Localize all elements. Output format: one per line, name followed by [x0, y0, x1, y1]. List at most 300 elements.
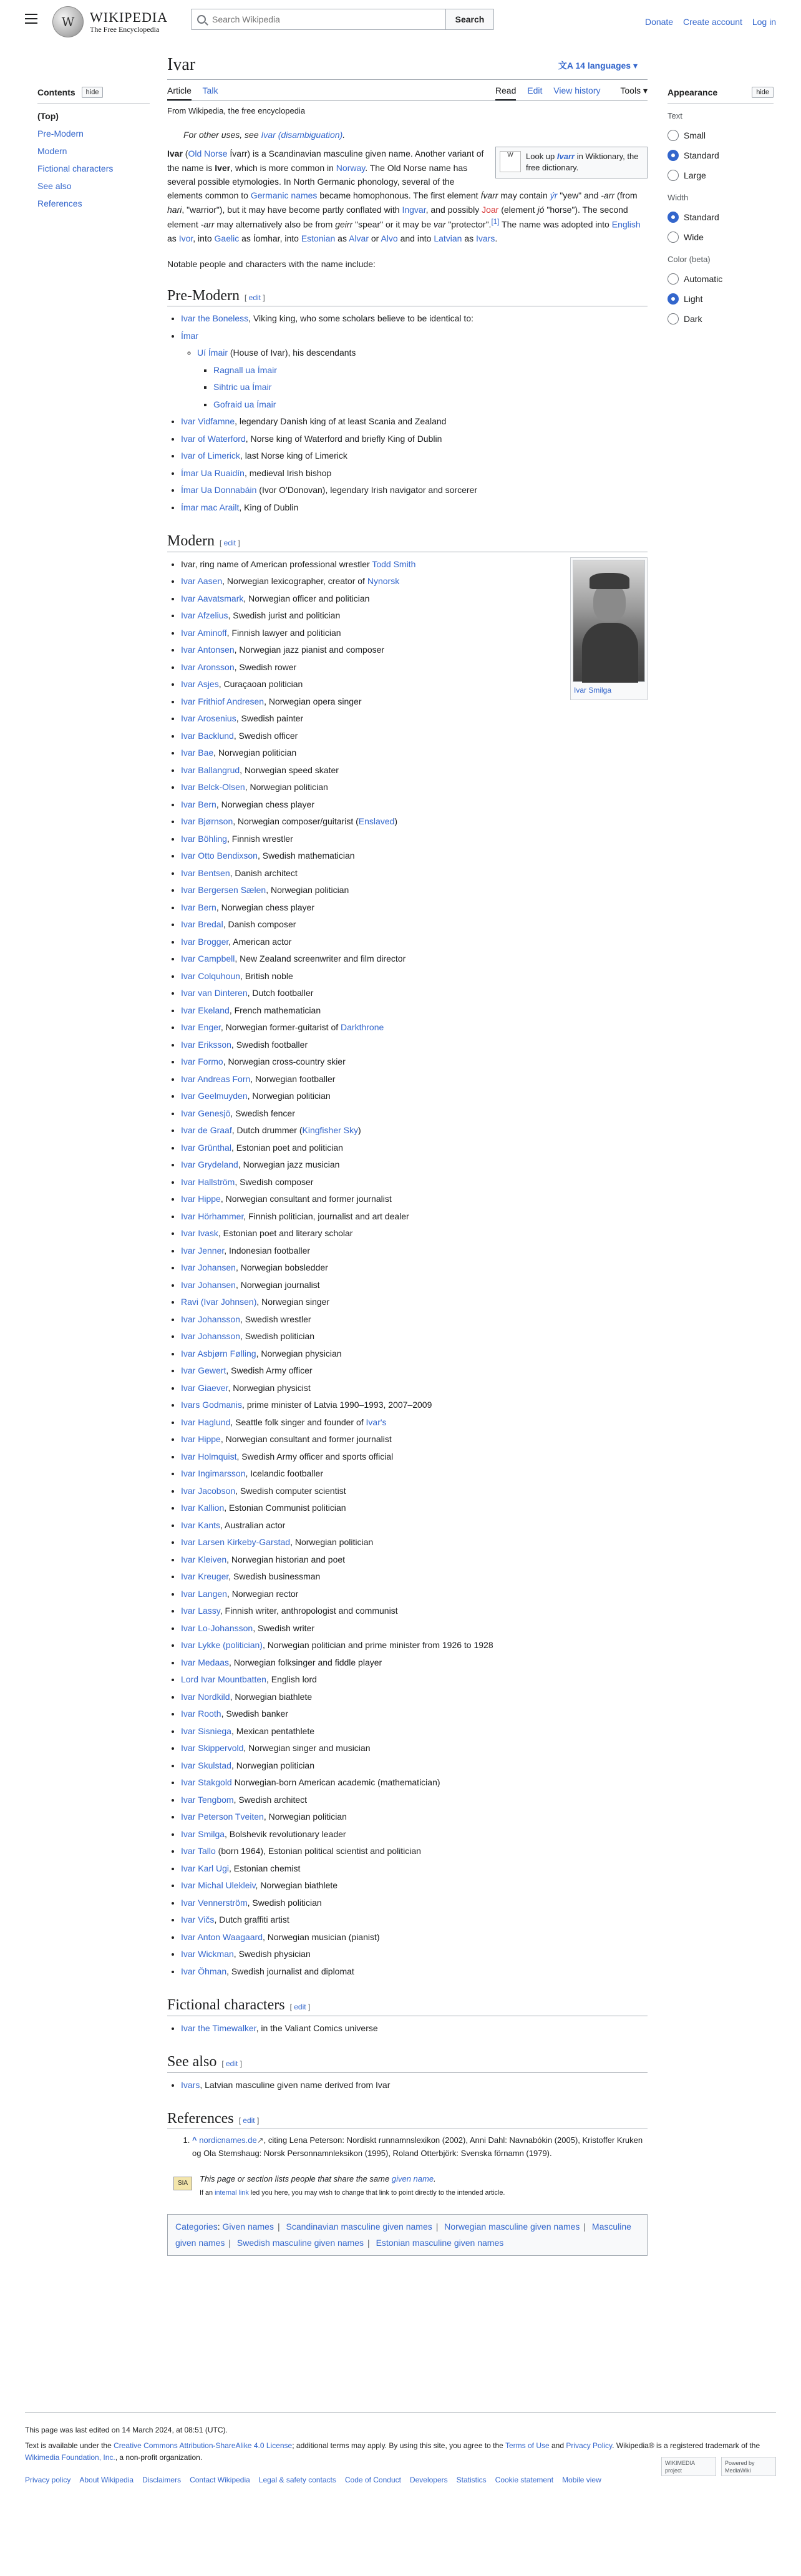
edit-section-link[interactable]: edit: [248, 293, 261, 302]
person-link[interactable]: Ivar Skippervold: [181, 1743, 244, 1754]
person-link[interactable]: Ivar Brogger: [181, 936, 229, 947]
person-link[interactable]: Ivar Ballangrud: [181, 764, 240, 775]
radio-selected-icon: [668, 212, 679, 223]
hatnote: [167, 128, 648, 142]
footer-link[interactable]: Statistics: [456, 2475, 487, 2484]
person-link[interactable]: Ivar Arosenius: [181, 713, 236, 724]
person-link[interactable]: Ivar Öhman: [181, 1966, 227, 1976]
width-standard[interactable]: Standard: [668, 207, 774, 227]
list-item: • Ivar van Dinteren, Dutch footballer: [181, 985, 648, 1002]
person-link[interactable]: Todd Smith: [372, 559, 416, 569]
person-link[interactable]: Ivar Wickman: [181, 1949, 234, 1959]
list-item: • Ivar Antonsen, Norwegian jazz pianist and composer: [181, 642, 648, 659]
portrait-image[interactable]: [573, 560, 645, 682]
footer-link[interactable]: Privacy policy: [25, 2475, 71, 2484]
list-item: • Ivar Andreas Forn, Norwegian footballer: [181, 1071, 648, 1088]
fictional-list: [181, 2020, 648, 2037]
list-item: • Ivar of Waterford, Norse king of Waterford and briefly King of Dublin: [181, 431, 648, 448]
person-link[interactable]: Ivar Grydeland: [181, 1159, 238, 1170]
list-item: • Ivar the Boneless, Viking king, who some scholars believe to be identical to:: [181, 310, 648, 328]
section-title: Modern: [167, 533, 215, 550]
list-item: • Ivar Bern, Norwegian chess player: [181, 899, 648, 917]
set-index-notice: SIA This page or section lists people that share the same given name. If an internal link led you here, you may wish to change that link to point directly to the intended article.: [167, 2173, 648, 2199]
login-link[interactable]: Log in: [752, 17, 776, 27]
list-item: • Ivar Vidfamne, legendary Danish king of at least Scania and Zealand: [181, 413, 648, 431]
hatnote-end: .: [342, 129, 346, 140]
section-title: See also: [167, 2054, 217, 2071]
list-item: • Ivar Ivask, Estonian poet and literary scholar: [181, 1225, 648, 1242]
person-link[interactable]: Ivar Bentsen: [181, 867, 230, 878]
category-link[interactable]: Norwegian masculine given names: [444, 2221, 580, 2232]
radio-icon: [668, 313, 679, 324]
license-text: Text is available under the Creative Commons Attribution-ShareAlike 4.0 License; additional terms may apply. By using this site, you agree to the Terms of Use and Privacy Policy. Wikipedia® is a registered trademark of the Wikimedia Foundation, Inc., a non-profit organization.: [25, 2441, 760, 2462]
list-item: • Ivar Genesjö, Swedish fencer: [181, 1105, 648, 1123]
section-title: Pre-Modern: [167, 287, 240, 304]
image-thumbnail[interactable]: [570, 557, 648, 700]
list-item: • Ivar Hippe, Norwegian consultant and former journalist: [181, 1191, 648, 1208]
list-item: • Ivar Vennerström, Swedish politician: [181, 1895, 648, 1912]
radio-icon: [668, 130, 679, 141]
last-edited: This page was last edited on 14 March 2024, at 08:51 (UTC).: [25, 2426, 228, 2434]
person-link[interactable]: Ivar Holmquist: [181, 1451, 237, 1461]
list-item: • Ivar Afzelius, Swedish jurist and politician: [181, 607, 648, 625]
person-link[interactable]: Ivar Lykke (politician): [181, 1640, 263, 1651]
toc-item-pre-modern[interactable]: Pre-Modern: [37, 129, 84, 139]
person-link[interactable]: Ivar Medaas: [181, 1657, 230, 1667]
person-link[interactable]: Ivar Bern: [181, 799, 216, 809]
person-link[interactable]: Ivar Johansen: [181, 1279, 236, 1290]
person-link[interactable]: Ivar Stakgold: [181, 1777, 232, 1788]
person-link[interactable]: Gofraid ua Ímair: [213, 399, 276, 409]
list-item: • Ivar Michal Ulekleiv, Norwegian biathlete: [181, 1877, 648, 1895]
person-link[interactable]: Ivar Aronsson: [181, 661, 235, 672]
person-link[interactable]: Ivar Bern: [181, 902, 216, 912]
logo-tagline: The Free Encyclopedia: [90, 24, 160, 34]
person-link[interactable]: Lord Ivar Mountbatten: [181, 1674, 266, 1685]
person-link[interactable]: Ivar Johansson: [181, 1314, 240, 1324]
person-link[interactable]: Ivar Asjes: [181, 679, 219, 690]
see-also-list: [181, 2077, 648, 2094]
footer-link[interactable]: Contact Wikipedia: [190, 2475, 250, 2484]
list-item: • Ivar Smilga, Bolshevik revolutionary leader: [181, 1826, 648, 1843]
person-link[interactable]: Ivar Karl Ugi: [181, 1863, 230, 1873]
person-link[interactable]: Ivar the Boneless: [181, 313, 249, 324]
person-link[interactable]: Ivar Aavatsmark: [181, 593, 244, 603]
person-link[interactable]: Ímar mac Arailt: [181, 502, 240, 512]
person-link[interactable]: Ivar Antonsen: [181, 645, 235, 655]
person-link[interactable]: Ivar Böhling: [181, 833, 227, 844]
person-link[interactable]: Ivar Langen: [181, 1588, 227, 1599]
list-item: • Ímar Ua Donnabáin (Ivor O'Donovan), legendary Irish navigator and sorcerer: [181, 482, 648, 499]
donate-link[interactable]: Donate: [644, 17, 674, 27]
toc-item-references[interactable]: References: [37, 198, 82, 209]
person-link[interactable]: Ivar Enger: [181, 1022, 221, 1033]
create-account-link[interactable]: Create account: [683, 17, 742, 27]
person-link[interactable]: Ivar Jenner: [181, 1245, 225, 1256]
translate-icon: 文A: [558, 61, 576, 71]
list-item: • Ivar Lykke (politician), Norwegian politician and prime minister from 1926 to 1928: [181, 1637, 648, 1654]
list-item: • Ivar Larsen Kirkeby-Garstad, Norwegian politician: [181, 1534, 648, 1551]
toc-item-modern[interactable]: Modern: [37, 146, 67, 157]
user-links: [638, 15, 776, 29]
list-item: • Ivar Hallström, Swedish composer: [181, 1174, 648, 1191]
person-link[interactable]: Ivar of Waterford: [181, 433, 246, 444]
tab-article[interactable]: Article: [167, 85, 192, 100]
person-link[interactable]: Ivar Vičs: [181, 1915, 215, 1925]
list-item: • Ivar Bergersen Sælen, Norwegian politician: [181, 882, 648, 899]
list-item: • Ivar Campbell, New Zealand screenwriter and film director: [181, 950, 648, 968]
list-item: • Ímar Ua Ruaidín, medieval Irish bishop: [181, 465, 648, 482]
text-size-standard[interactable]: Standard: [668, 145, 774, 165]
person-link[interactable]: Ivar Geelmuyden: [181, 1091, 248, 1101]
list-item: • Ivar Holmquist, Swedish Army officer and sports official: [181, 1448, 648, 1466]
related-link[interactable]: Enslaved: [358, 816, 395, 827]
tab-talk[interactable]: Talk: [202, 85, 218, 95]
list-item: • Ivar Skulstad, Norwegian politician: [181, 1757, 648, 1775]
disambiguation-link[interactable]: Ivar (disambiguation): [261, 129, 343, 140]
list-item: • Ivar Sisniega, Mexican pentathlete: [181, 1723, 648, 1740]
list-item: • Ivar de Graaf, Dutch drummer (Kingfisher Sky): [181, 1122, 648, 1139]
person-link[interactable]: Ivar Tengbom: [181, 1794, 234, 1805]
wiktionary-link[interactable]: Ivarr: [556, 152, 575, 162]
list-item: • Ivar Aronsson, Swedish rower: [181, 659, 648, 676]
link-alvo[interactable]: Alvo: [381, 233, 398, 244]
list-item: • Ivar Johansson, Swedish politician: [181, 1328, 648, 1345]
list-item: [181, 328, 648, 414]
list-item: • Ivar Aavatsmark, Norwegian officer and politician: [181, 590, 648, 608]
link-ingvar[interactable]: Ingvar: [402, 204, 426, 215]
appearance-hide-button[interactable]: hide: [752, 87, 774, 98]
link-ivor[interactable]: Ivor: [178, 233, 193, 244]
list-item: • Ivar Kants, Australian actor: [181, 1517, 648, 1534]
color-dark[interactable]: Dark: [668, 309, 774, 329]
person-link[interactable]: Sihtric ua Ímair: [213, 382, 272, 393]
given-name-link[interactable]: given name: [391, 2174, 434, 2184]
search-input[interactable]: [212, 14, 424, 24]
person-link[interactable]: Ivar Vidfamne: [181, 416, 235, 427]
person-link[interactable]: Ivar Otto Bendixson: [181, 851, 258, 861]
person-link[interactable]: Ivar Ingimarsson: [181, 1468, 246, 1479]
person-link[interactable]: Ivar Sisniega: [181, 1725, 231, 1736]
wikimedia-logo[interactable]: WIKIMEDIA project: [661, 2457, 716, 2476]
person-link[interactable]: Ivar Andreas Forn: [181, 1073, 251, 1084]
person-link[interactable]: Ivar Hippe: [181, 1434, 221, 1445]
list-item: • Ivar Bjørnson, Norwegian composer/guitarist (Enslaved): [181, 813, 648, 831]
list-item: • Ivar Vičs, Dutch graffiti artist: [181, 1911, 648, 1929]
person-link[interactable]: Ivar Rooth: [181, 1709, 221, 1719]
footer-link[interactable]: About Wikipedia: [79, 2475, 134, 2484]
person-link[interactable]: Ivar Jacobson: [181, 1485, 236, 1496]
person-link[interactable]: Ivar Frithiof Andresen: [181, 696, 265, 706]
footer-link[interactable]: Developers: [409, 2475, 448, 2484]
person-link[interactable]: Ivar Kleiven: [181, 1554, 227, 1564]
person-link[interactable]: Ivar Skulstad: [181, 1760, 231, 1770]
category-link[interactable]: Estonian masculine given names: [376, 2238, 504, 2248]
list-item: • Ivar Lassy, Finnish writer, anthropologist and communist: [181, 1603, 648, 1620]
external-link-icon: ↗: [256, 2135, 264, 2145]
person-link[interactable]: Ivar Johansen: [181, 1262, 236, 1273]
list-item: • Ivar Wickman, Swedish physician: [181, 1946, 648, 1963]
list-item: • Ivar Langen, Norwegian rector: [181, 1586, 648, 1603]
site-subtitle: From Wikipedia, the free encyclopedia: [167, 106, 306, 115]
person-link[interactable]: Ivar Grünthal: [181, 1142, 231, 1153]
category-link[interactable]: Given names: [222, 2221, 274, 2232]
footer-link[interactable]: Disclaimers: [142, 2475, 182, 2484]
link-alvar[interactable]: Alvar: [349, 233, 369, 244]
link-gaelic[interactable]: Gaelic: [214, 233, 240, 244]
list-item: • Ivar Johansen, Norwegian journalist: [181, 1277, 648, 1294]
person-link[interactable]: Ivar Bae: [181, 748, 214, 758]
person-link[interactable]: Ivar Larsen Kirkeby-Garstad: [181, 1537, 291, 1548]
person-link[interactable]: Ivar Kreuger: [181, 1571, 229, 1582]
person-link[interactable]: Ivar Johansson: [181, 1331, 240, 1342]
link-ivars[interactable]: Ivars: [476, 233, 495, 244]
list-item: • Ivar Karl Ugi, Estonian chemist: [181, 1860, 648, 1878]
wiktionary-text: Look up: [526, 152, 557, 162]
person-link[interactable]: Ivar Formo: [181, 1056, 223, 1067]
person-link[interactable]: Ivar Kallion: [181, 1503, 225, 1513]
pre-modern-list: [181, 310, 648, 516]
list-item: • Ivar Rooth, Swedish banker: [181, 1705, 648, 1723]
related-link[interactable]: Nynorsk: [367, 576, 400, 587]
tab-tools[interactable]: Tools ▾: [620, 85, 648, 95]
section-heading-pre-modern: Pre-Modern [ edit ]: [167, 286, 648, 306]
person-link[interactable]: Ivar Belck-Olsen: [181, 782, 245, 793]
person-link[interactable]: Ivar Lo-Johansson: [181, 1622, 253, 1633]
search-icon: [197, 15, 206, 24]
logo-title: WIKIPEDIA: [90, 9, 168, 25]
image-caption[interactable]: Ivar Smilga: [574, 685, 612, 695]
table-of-contents: [37, 85, 150, 212]
person-link[interactable]: Ragnall ua Ímair: [213, 364, 277, 375]
see-also-link[interactable]: Ivars: [181, 2079, 200, 2090]
person-link[interactable]: Ímar Ua Donnabáin: [181, 485, 257, 495]
search-button[interactable]: Search: [445, 9, 494, 30]
wmf-link[interactable]: Wikimedia Foundation, Inc.: [25, 2453, 115, 2462]
person-link[interactable]: Ivar Bjørnson: [181, 816, 233, 827]
person-link[interactable]: Ravi (Ivar Johnsen): [181, 1297, 257, 1307]
person-link[interactable]: Ivar Anton Waagaard: [181, 1931, 263, 1942]
site-header: [0, 0, 801, 40]
terms-link[interactable]: Terms of Use: [505, 2441, 550, 2451]
footer-link[interactable]: Legal & safety contacts: [258, 2475, 336, 2484]
color-light[interactable]: Light: [668, 289, 774, 309]
person-link[interactable]: Ivar de Graaf: [181, 1125, 232, 1136]
person-link[interactable]: Ivar Lassy: [181, 1606, 220, 1616]
list-item: • Ivars, Latvian masculine given name derived from Ivar: [181, 2077, 648, 2094]
person-link[interactable]: Ímar: [181, 330, 198, 341]
list-item: • Ivar Stakgold Norwegian-born American academic (mathematician): [181, 1774, 648, 1792]
edit-section-link[interactable]: edit: [294, 2003, 306, 2012]
person-link[interactable]: Ivar Michal Ulekleiv: [181, 1880, 256, 1891]
list-item: • Ivar Bern, Norwegian chess player: [181, 796, 648, 814]
text-size-small[interactable]: Small: [668, 125, 774, 145]
list-item: • Ivar Belck-Olsen, Norwegian politician: [181, 779, 648, 796]
edit-section-link[interactable]: edit: [225, 2059, 238, 2069]
person-link[interactable]: Ivar Peterson Tveiten: [181, 1812, 264, 1822]
list-item: • Ivar Bredal, Danish composer: [181, 916, 648, 934]
link-yr[interactable]: ýr: [550, 190, 558, 201]
list-item: • Ivar, ring name of American professional wrestler Todd Smith: [181, 556, 648, 573]
mediawiki-logo[interactable]: Powered by MediaWiki: [721, 2457, 776, 2476]
person-link[interactable]: Ivar Ivask: [181, 1228, 218, 1239]
toc-hide-button[interactable]: hide: [82, 87, 104, 98]
link-germanic-names[interactable]: Germanic names: [250, 190, 318, 201]
reference-item: 1. ^ nordicnames.de↗, citing Lena Peterson: Nordiskt runnamnslexikon (2002), Anni Dahl: Navnabókin (2005), Kristoffer Kruken og Ola Stemshaug: Norsk Personnamnleksikon (1995), Roland Otterbjörk: Svenska förnamn (1979).: [192, 2134, 648, 2160]
list-item: • Ivar Asbjørn Følling, Norwegian physician: [181, 1345, 648, 1363]
section-title: Fictional characters: [167, 1997, 285, 2014]
person-link[interactable]: Ivar Eriksson: [181, 1039, 231, 1050]
license-link[interactable]: Creative Commons Attribution-ShareAlike 4.0 License: [114, 2441, 293, 2451]
text-size-label: Text: [668, 111, 682, 121]
section-heading-fictional: Fictional characters [ edit ]: [167, 1995, 648, 2016]
list-item: [213, 379, 648, 396]
list-item: • Ivar Böhling, Finnish wrestler: [181, 831, 648, 848]
person-link[interactable]: Uí Ímair: [197, 348, 228, 358]
link-norway[interactable]: Norway: [336, 162, 366, 173]
list-item: • Ivar Peterson Tveiten, Norwegian politician: [181, 1808, 648, 1826]
person-link[interactable]: Ivar Hippe: [181, 1194, 221, 1204]
privacy-link[interactable]: Privacy Policy: [566, 2441, 613, 2451]
list-item: • Ivar Lo-Johansson, Swedish writer: [181, 1620, 648, 1637]
modern-list: [181, 556, 648, 1981]
list-item: • Ivar Geelmuyden, Norwegian politician: [181, 1088, 648, 1105]
person-link[interactable]: Ivar Bergersen Sælen: [181, 885, 266, 895]
list-item: • Ivar Kallion, Estonian Communist politician: [181, 1500, 648, 1517]
link-english[interactable]: English: [611, 219, 641, 230]
appearance-title: Appearance: [668, 87, 718, 97]
related-link[interactable]: Darkthrone: [341, 1022, 384, 1033]
wikipedia-globe-icon: W: [52, 6, 84, 37]
intro-paragraph-2: Notable people and characters with the name include:: [167, 258, 376, 269]
internal-link[interactable]: internal link: [215, 2188, 249, 2197]
person-link[interactable]: Ivar Hallström: [181, 1176, 235, 1187]
related-link[interactable]: Ivar's: [366, 1417, 387, 1427]
languages-button[interactable]: 文A 14 languages ▾: [558, 61, 638, 71]
related-link[interactable]: Kingfisher Sky: [302, 1125, 358, 1136]
person-link[interactable]: Ivar Aminoff: [181, 627, 227, 638]
person-link[interactable]: Ivar Tallo: [181, 1846, 216, 1856]
person-link[interactable]: Ivar Asbjørn Følling: [181, 1348, 256, 1359]
list-item: • Ímar mac Arailt, King of Dublin: [181, 499, 648, 517]
link-joar[interactable]: Joar: [482, 204, 499, 215]
list-item: ◦ Uí Ímair (House of Ivar), his descendants ▪ Ragnall ua Ímair ▪ Sihtric ua Ímair ▪ Gofraid ua Ímair: [197, 344, 648, 413]
person-link[interactable]: Ivar Campbell: [181, 954, 235, 964]
person-link[interactable]: Ivar Afzelius: [181, 610, 228, 621]
list-item: • Ivar Hippe, Norwegian consultant and former journalist: [181, 1431, 648, 1448]
tab-view-history[interactable]: View history: [553, 85, 601, 95]
toc-item-top[interactable]: (Top): [37, 111, 59, 122]
color-automatic[interactable]: Automatic: [668, 269, 774, 289]
section-heading-references: References [ edit ]: [167, 2109, 648, 2129]
intro-paragraph: Ivar (Old Norse Ívarr) is a Scandinavian masculine given name. Another variant of the name is Iver, which is more common in Norway. The Old Norse name has several possible etymologies. In North Germanic phonology, several of the elements common to Germanic names became homophonous. The first element Ívarr may contain ýr "yew" and -arr (from hari, "warrior"), but it may have become partly conflated with Ingvar, and possibly Joar (element jó "horse"). The second element -arr may alternatively also be from geirr "spear" or it may be var "protector".[1] The name was adopted into English as Ivor, into Gaelic as Íomhar, into Estonian as Alvar or Alvo and into Latvian as Ivars.: [167, 149, 641, 244]
list-item: • Ivar Frithiof Andresen, Norwegian opera singer: [181, 693, 648, 711]
list-item: • Ivar Gewert, Swedish Army officer: [181, 1362, 648, 1380]
person-link[interactable]: Ivar Backlund: [181, 730, 234, 741]
reference-link[interactable]: nordicnames.de: [199, 2135, 257, 2145]
footer-link[interactable]: Cookie statement: [495, 2475, 554, 2484]
person-link[interactable]: Ímar Ua Ruaidín: [181, 467, 245, 478]
edit-section-link[interactable]: edit: [243, 2116, 255, 2125]
list-item: • Ivar Medaas, Norwegian folksinger and fiddle player: [181, 1654, 648, 1672]
wikipedia-logo[interactable]: [52, 6, 168, 37]
radio-selected-icon: [668, 150, 679, 161]
toc-item-fictional-characters[interactable]: Fictional characters: [37, 163, 114, 174]
link-estonian[interactable]: Estonian: [301, 233, 336, 244]
list-item: • Ivar Enger, Norwegian former-guitarist of Darkthrone: [181, 1019, 648, 1037]
person-link[interactable]: Ivar Hörhammer: [181, 1211, 244, 1221]
backlink-caret[interactable]: ^: [192, 2135, 197, 2145]
person-link[interactable]: Ivar Ekeland: [181, 1005, 230, 1015]
category-link[interactable]: Masculine given names: [175, 2221, 631, 2248]
toc-item-see-also[interactable]: See also: [37, 181, 72, 192]
list-item: • Ivar Aminoff, Finnish lawyer and politician: [181, 625, 648, 642]
list-item: • Ivar Öhman, Swedish journalist and diplomat: [181, 1963, 648, 1981]
footer-link[interactable]: Code of Conduct: [344, 2475, 401, 2484]
person-link[interactable]: Ivar Colquhoun: [181, 970, 240, 981]
person-link[interactable]: Ivar Kants: [181, 1520, 221, 1530]
search-box: [191, 9, 447, 30]
width-wide[interactable]: Wide: [668, 227, 774, 247]
tab-edit[interactable]: Edit: [527, 85, 543, 95]
list-item: • Ivar Bentsen, Danish architect: [181, 865, 648, 882]
list-item: • Ivars Godmanis, prime minister of Latvia 1990–1993, 2007–2009: [181, 1397, 648, 1414]
text-size-large[interactable]: Large: [668, 165, 774, 185]
hatnote-text: For other uses, see: [183, 129, 261, 140]
footer-link[interactable]: Mobile view: [562, 2475, 601, 2484]
edit-section-link[interactable]: edit: [223, 539, 236, 548]
intro-bold-name: Ivar: [167, 149, 183, 159]
category-link[interactable]: Swedish masculine given names: [236, 2238, 364, 2248]
person-link[interactable]: Ivar Haglund: [181, 1417, 231, 1427]
list-item: • Ivar Asjes, Curaçaoan politician: [181, 676, 648, 693]
person-link[interactable]: Ivar Genesjö: [181, 1108, 231, 1118]
list-item: • Ivar Nordkild, Norwegian biathlete: [181, 1689, 648, 1706]
tab-read[interactable]: Read: [495, 85, 516, 100]
person-link[interactable]: Ivar Nordkild: [181, 1691, 230, 1702]
person-link[interactable]: Ivar Giaever: [181, 1382, 228, 1393]
categories-label[interactable]: Categories: [175, 2221, 218, 2232]
person-link[interactable]: Ivar Smilga: [181, 1828, 225, 1839]
person-link[interactable]: Ivar Bredal: [181, 919, 223, 930]
list-item: • Ivar Hörhammer, Finnish politician, journalist and art dealer: [181, 1208, 648, 1226]
person-link[interactable]: Ivar of Limerick: [181, 451, 240, 461]
category-link[interactable]: Scandinavian masculine given names: [286, 2221, 432, 2232]
toc-title: Contents: [37, 87, 75, 97]
link-old-norse[interactable]: Old Norse: [188, 149, 228, 159]
link-latvian[interactable]: Latvian: [434, 233, 462, 244]
list-item: • Ivar Ekeland, French mathematician: [181, 1002, 648, 1020]
person-link[interactable]: Ivar the Timewalker: [181, 2022, 256, 2033]
list-item: • Ivar Giaever, Norwegian physicist: [181, 1380, 648, 1397]
tools-label: Tools: [620, 85, 641, 95]
person-link[interactable]: Ivar Gewert: [181, 1365, 226, 1376]
main-menu-icon[interactable]: [25, 14, 37, 24]
citation-1[interactable]: [1]: [491, 218, 500, 227]
radio-icon: [668, 170, 679, 181]
person-link[interactable]: Ivar Vennerström: [181, 1897, 248, 1908]
list-item: • Ivar Arosenius, Swedish painter: [181, 710, 648, 728]
person-link[interactable]: Ivars Godmanis: [181, 1400, 243, 1410]
list-item: • Ivar Otto Bendixson, Swedish mathematician: [181, 847, 648, 865]
list-item: • Ravi (Ivar Johnsen), Norwegian singer: [181, 1294, 648, 1311]
person-link[interactable]: Ivar Aasen: [181, 576, 223, 587]
person-link[interactable]: Ivar van Dinteren: [181, 988, 248, 998]
category-links: Categories: Given names | Scandinavian masculine given names | Norwegian masculine given names | Masculine given names | Swedish masculine given names | Estonian masculine given names: [167, 2214, 648, 2256]
section-title: References: [167, 2110, 234, 2127]
list-item: • Ivar Tallo (born 1964), Estonian political scientist and politician: [181, 1843, 648, 1860]
list-item: • Ivar Kleiven, Norwegian historian and poet: [181, 1551, 648, 1569]
